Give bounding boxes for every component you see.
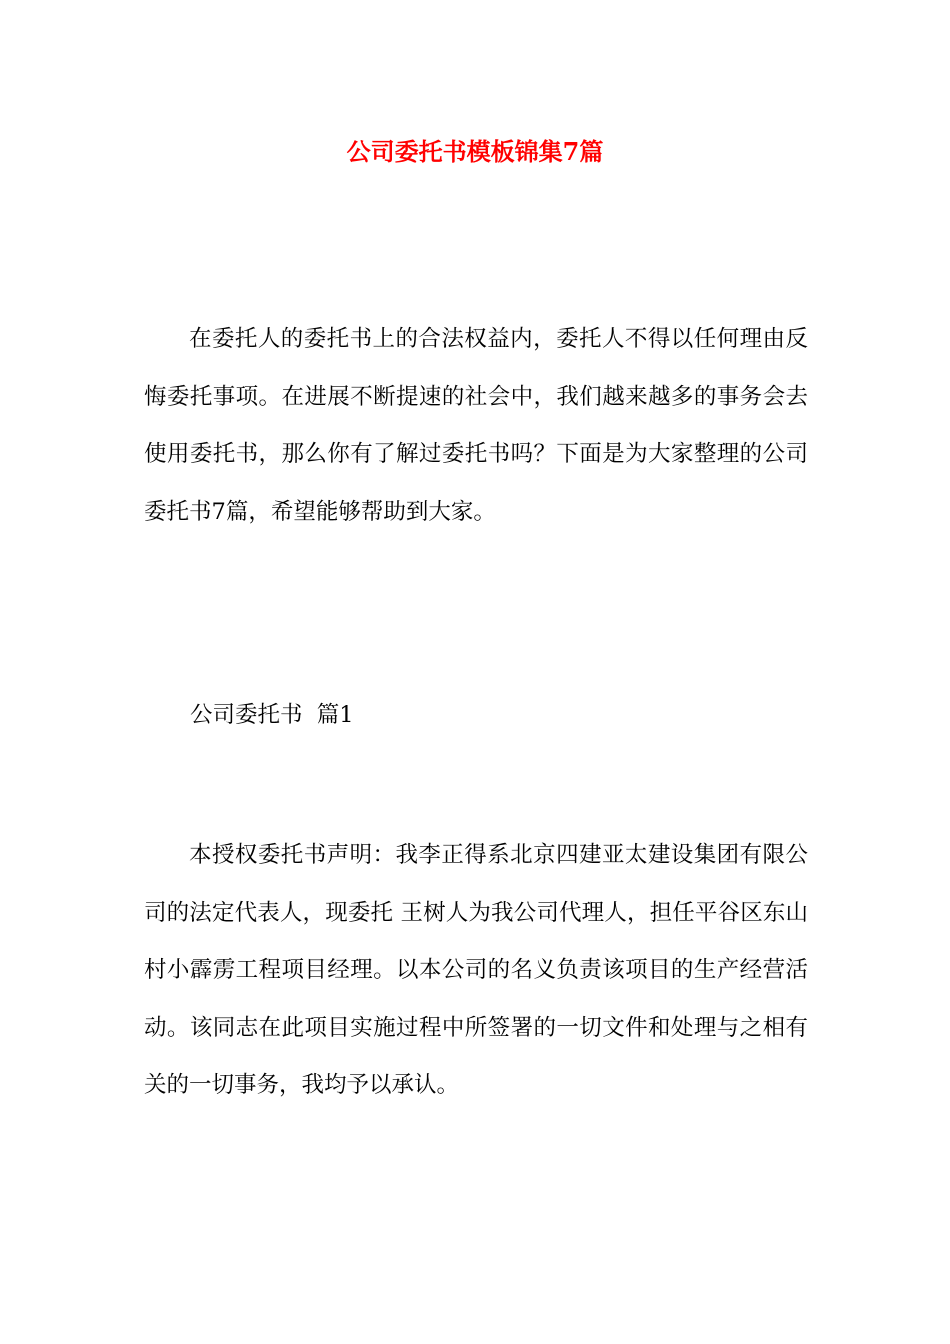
section-1-body-paragraph: 本授权委托书声明：我李正得系北京四建亚太建设集团有限公司的法定代表人，现委托 王树人为我公司代理人，担任平谷区东山村小霹雳工程项目经理。以本公司的名义负责该项目的生产经营活动。该同志在此项目实施过程中所签署的一切文件和处理与之相有关的一切事务，我均予以承认。: [144, 842, 808, 1098]
section-1-heading: 公司委托书 篇1: [190, 702, 354, 728]
intro-paragraph: 在委托人的委托书上的合法权益内，委托人不得以任何理由反悔委托事项。在进展不断提速的社会中，我们越来越多的事务会去使用委托书，那么你有了解过委托书吗？下面是为大家整理的公司委托书7篇，希望能够帮助到大家。: [144, 326, 808, 525]
document-title: 公司委托书模板锦集7篇: [346, 137, 604, 166]
